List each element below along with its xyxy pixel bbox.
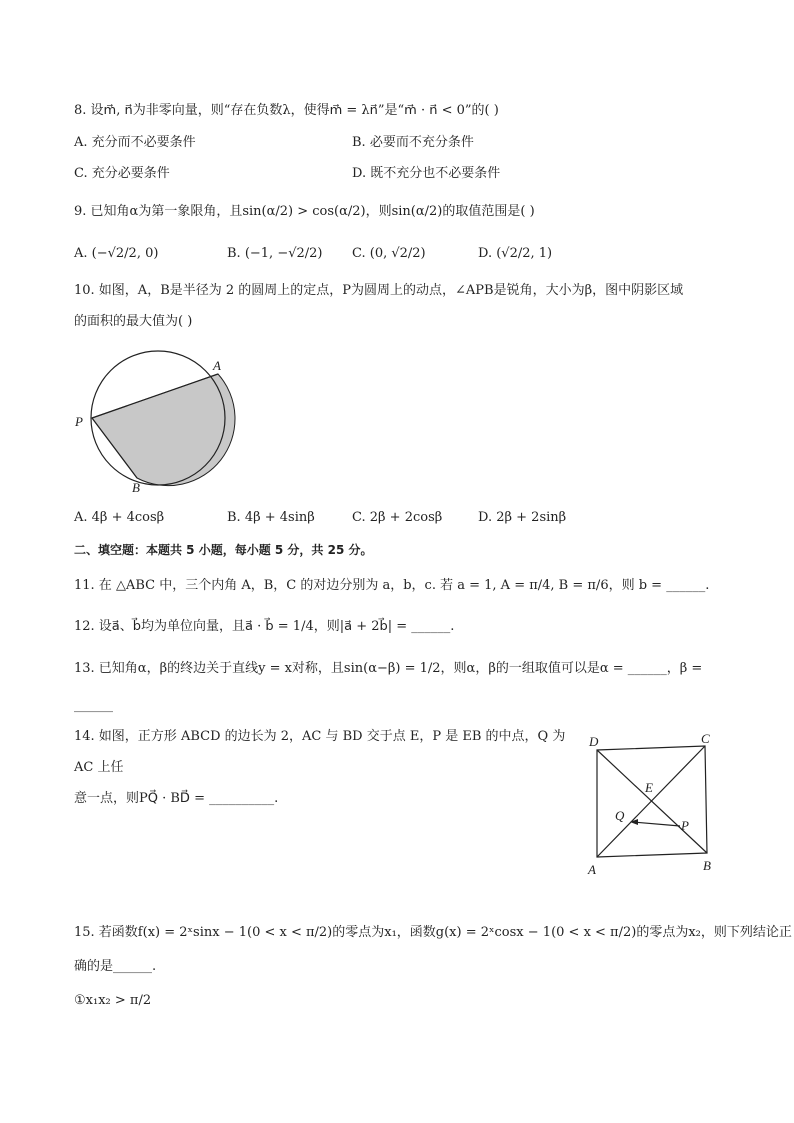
q8-option-b: B. 必要而不充分条件 [352,135,474,150]
q14-diagonal-bd [597,750,707,853]
q14-label-e: E [645,780,653,795]
q10-option-c: C. 2β + 2cosβ [352,510,443,525]
q10-shaded-region [92,374,235,486]
q14-stem-line3: 意一点，则PQ⃗ · BD⃗ = __________. [74,791,279,806]
q9-stem: 9. 已知角α为第一象限角，且sin(α/2) > cos(α/2)，则sin(α/2)的取值范围是( ) [74,204,535,219]
q14-arrow-head [630,819,638,825]
q14-label-d: D [589,734,599,749]
q8-option-c: C. 充分必要条件 [74,166,170,181]
q10-option-a: A. 4β + 4cosβ [74,510,165,525]
q10-stem-line2: 的面积的最大值为( ) [74,314,193,329]
q14-label-p: P [681,818,689,833]
q14-label-b: B [703,858,711,873]
q15-stem-line2: 确的是______. [74,959,157,974]
q10-label-b: B [132,480,140,495]
section-fill-in-heading: 二、填空题：本题共 5 小题，每小题 5 分，共 25 分。 [74,543,373,557]
q8-option-a: A. 充分而不必要条件 [74,135,196,150]
q14-label-a: A [588,862,596,877]
q14-label-c: C [701,731,710,746]
q14-segment-pq [633,822,680,826]
q10-stem-line1: 10. 如图，A，B是半径为 2 的圆周上的定点，P为圆周上的动点，∠APB是锐角，大小为β，图中阴影区域 [74,283,684,298]
q9-option-c: C. (0, √2/2) [352,246,426,261]
q11-stem: 11. 在 △ABC 中，三个内角 A，B，C 的对边分别为 a，b，c. 若 a = 1, A = π/4, B = π/6，则 b = ______. [74,578,710,593]
q8-stem: 8. 设m⃗, n⃗为非零向量，则“存在负数λ，使得m⃗ = λn⃗”是“m⃗ · n⃗ < 0”的( ) [74,103,499,118]
q13-stem-line1: 13. 已知角α，β的终边关于直线y = x对称，且sin(α−β) = 1/2，则α，β的一组取值可以是α = ______，β = [74,661,703,676]
q14-stem-line2: AC 上任 [74,760,124,775]
q14-label-q: Q [615,808,625,823]
q14-diagonal-ac [597,746,705,857]
q9-option-d: D. (√2/2, 1) [478,246,553,261]
q9-option-b: B. (−1, −√2/2) [227,246,323,261]
q8-option-d: D. 既不充分也不必要条件 [352,166,501,181]
q15-item-1: ①x₁x₂ > π/2 [74,993,152,1008]
q10-label-a: A [213,358,221,373]
q15-stem-line1: 15. 若函数f(x) = 2ˣsinx − 1(0 < x < π/2)的零点为x₁，函数g(x) = 2ˣcosx − 1(0 < x < π/2)的零点为x₂，则下列结论正 [74,925,792,940]
q13-stem-line2: ______ [74,698,113,713]
q14-stem-line1: 14. 如图，正方形 ABCD 的边长为 2，AC 与 BD 交于点 E，P 是 EB 的中点，Q 为 [74,729,566,744]
q9-option-a: A. (−√2/2, 0) [74,246,159,261]
q12-stem: 12. 设a⃗、b⃗均为单位向量，且a⃗ · b⃗ = 1/4，则|a⃗ + 2b⃗| = ______. [74,619,455,634]
q10-circle-figure [70,340,250,500]
q14-square-figure [582,730,722,880]
q10-label-p: P [75,414,83,429]
q10-option-d: D. 2β + 2sinβ [478,510,567,525]
q10-option-b: B. 4β + 4sinβ [227,510,315,525]
